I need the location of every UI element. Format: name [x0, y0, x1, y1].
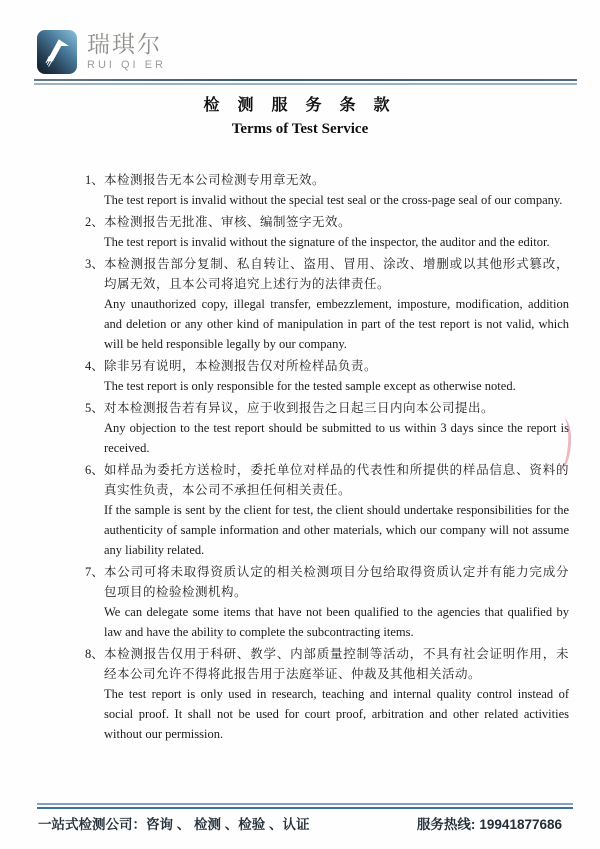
page-title-english: Terms of Test Service	[231, 121, 369, 137]
footer-services-text: 一站式检测公司：咨询 、 检测 、检验 、认证	[38, 817, 310, 832]
term-text-chinese: 本检测报告无本公司检测专用章无效。	[104, 173, 326, 187]
terms-list	[85, 170, 569, 746]
term-number: 1、	[85, 173, 104, 187]
hotline-number: 19941877686	[479, 817, 562, 832]
term-text-english: Any objection to the test report should be submitted to us within 3 days since the report is received.	[104, 421, 569, 455]
term-text-english: The test report is only used in research, teaching and internal quality control instead of social proof. It shall not be used for court proof, arbitration and other related activities without our permission.	[104, 687, 569, 741]
logo-name-english: RUI QI ER	[87, 59, 166, 71]
hotline-label: 服务热线:	[416, 817, 476, 832]
term-number: 5、	[85, 401, 104, 415]
term-item	[85, 644, 569, 744]
logo-mark-icon	[40, 33, 74, 71]
term-text-english: Any unauthorized copy, illegal transfer, embezzlement, imposture, modification, addition and deletion or any other kind of manipulation in part of the test report is not valid, which will be held responsible legally by our company.	[104, 297, 569, 351]
term-text-chinese: 本检测报告无批准、审核、编制签字无效。	[104, 215, 352, 229]
term-text-english: If the sample is sent by the client for test, the client should undertake responsibilities for the authenticity of sample information and other materials, which our company will not assume any liability related.	[104, 503, 569, 557]
header-divider-bottom-line	[34, 83, 577, 85]
term-item	[85, 170, 569, 210]
term-text-chinese: 除非另有说明，本检测报告仅对所检样品负责。	[104, 359, 378, 373]
term-text-chinese: 本检测报告部分复制、私自转让、盗用、冒用、涂改、增删或以其他形式篡改，均属无效，且本公司将追究上述行为的法律责任。	[104, 257, 569, 291]
footer-divider	[37, 803, 573, 809]
ruiqier-logo-icon	[37, 30, 77, 74]
term-number: 7、	[85, 565, 104, 579]
term-item	[85, 356, 569, 396]
term-number: 6、	[85, 463, 104, 477]
term-number: 2、	[85, 215, 104, 229]
term-item	[85, 254, 569, 354]
term-item	[85, 460, 569, 560]
term-text-chinese: 如样品为委托方送检时，委托单位对样品的代表性和所提供的样品信息、资料的真实性负责，本公司不承担任何相关责任。	[104, 463, 569, 497]
header-divider-top-line	[34, 79, 577, 81]
term-number: 3、	[85, 257, 104, 271]
term-text-chinese: 本检测报告仅用于科研、教学、内部质量控制等活动，不具有社会证明作用，未经本公司允许不得将此报告用于法庭举证、仲裁及其他相关活动。	[104, 647, 569, 681]
term-number: 8、	[85, 647, 104, 661]
footer-divider-top-line	[37, 803, 573, 805]
company-logo	[37, 30, 166, 74]
term-number: 4、	[85, 359, 104, 373]
page-title-chinese: 检 测 服 务 条 款	[203, 97, 397, 114]
footer-divider-bottom-line	[37, 807, 573, 810]
header-divider	[34, 79, 577, 85]
term-text-chinese: 对本检测报告若有异议，应于收到报告之日起三日内向本公司提出。	[104, 401, 495, 415]
term-text-english: We can delegate some items that have not been qualified to the agencies that qualified by law and have the ability to complete the subcontracting items.	[104, 605, 569, 639]
footer-hotline	[417, 813, 562, 833]
term-item	[85, 212, 569, 252]
term-item	[85, 398, 569, 458]
term-text-english: The test report is invalid without the special test seal or the cross-page seal of our company.	[104, 193, 563, 207]
footer	[38, 813, 562, 833]
logo-text-block	[87, 33, 166, 71]
logo-name-chinese: 瑞琪尔	[87, 31, 162, 57]
term-text-chinese: 本公司可将未取得资质认定的相关检测项目分包给取得资质认定并有能力完成分包项目的检验检测机构。	[104, 565, 569, 599]
term-text-english: The test report is only responsible for the tested sample except as otherwise noted.	[104, 379, 516, 393]
term-text-english: The test report is invalid without the signature of the inspector, the auditor and the editor.	[104, 235, 550, 249]
term-item	[85, 562, 569, 642]
